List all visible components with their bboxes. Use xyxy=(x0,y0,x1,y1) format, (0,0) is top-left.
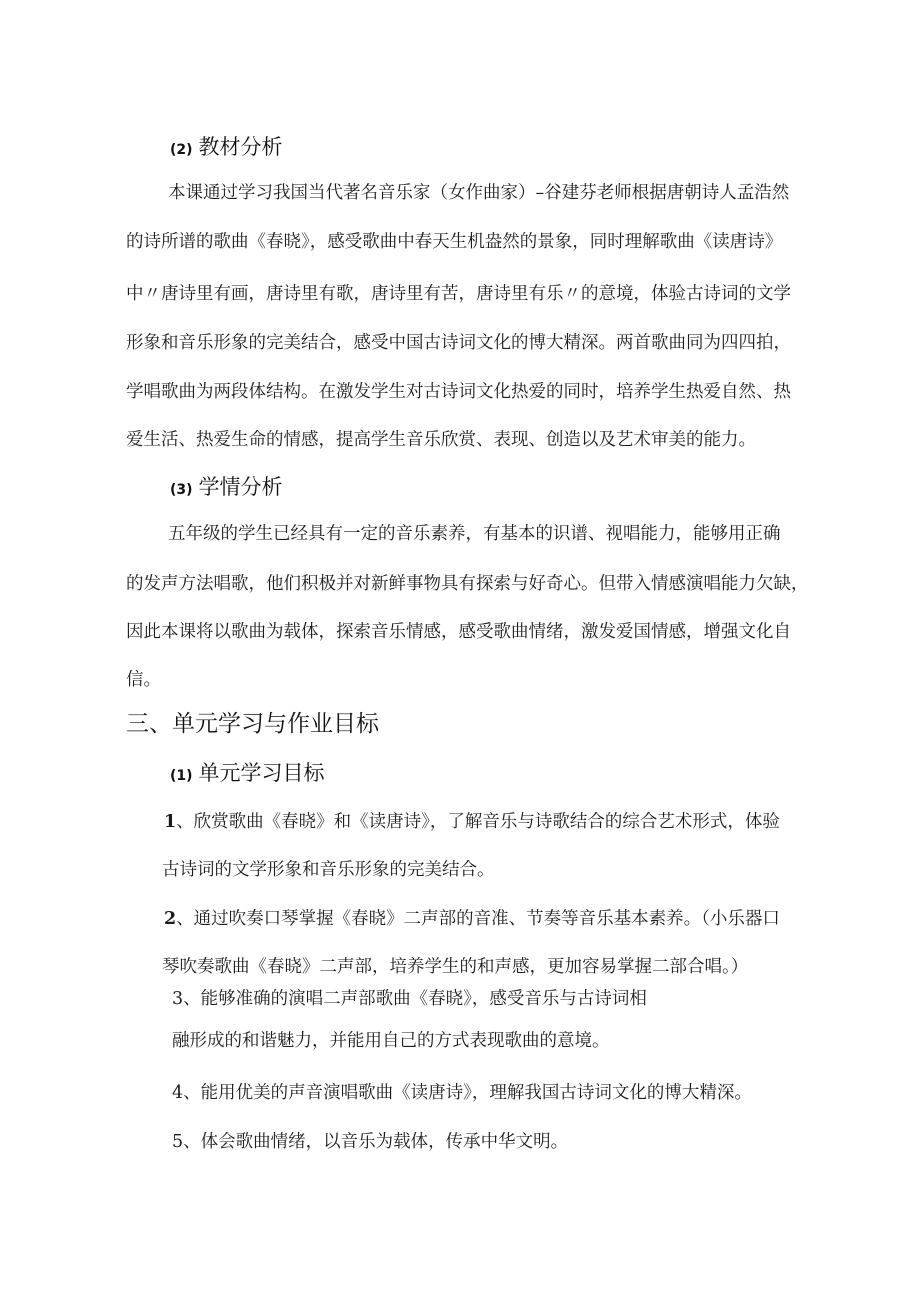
heading-number: (2) xyxy=(170,142,193,158)
paragraph-line: 的诗所谱的歌曲《春晓》，感受歌曲中春天生机盎然的景象，同时理解歌曲《读唐诗》 xyxy=(126,232,783,252)
goal-line: 融形成的和谐魅力，并能用自己的方式表现歌曲的意境。 xyxy=(172,1031,610,1051)
goal-line: 5、体会歌曲情绪，以音乐为载体，传承中华文明。 xyxy=(172,1132,569,1152)
goal-line: 4、能用优美的声音演唱歌曲《读唐诗》，理解我国古诗词文化的博大精深。 xyxy=(172,1083,752,1103)
paragraph-line: 爱生活、热爱生命的情感，提高学生音乐欣赏、表现、创造以及艺术审美的能力。 xyxy=(126,430,756,450)
goal-line: 古诗词的文学形象和音乐形象的完美结合。 xyxy=(162,860,495,880)
goal-line: 琴吹奏歌曲《春晓》二声部，培养学生的和声感，更加容易掌握二部合唱。） xyxy=(162,957,749,977)
heading-number: (3) xyxy=(170,482,193,498)
paragraph-line: 形象和音乐形象的完美结合，感受中国古诗词文化的博大精深。两首歌曲同为四四拍， xyxy=(126,333,791,353)
goal-text: 、欣赏歌曲《春晓》和《读唐诗》，了解音乐与诗歌结合的综合艺术形式，体验 xyxy=(176,812,780,832)
paragraph-line: 信。 xyxy=(126,670,161,690)
paragraph-line: 本课通过学习我国当代著名音乐家（女作曲家）–谷建芬老师根据唐朝诗人孟浩然 xyxy=(168,183,790,203)
goal-line xyxy=(164,809,780,835)
goal-number: 2 xyxy=(164,909,177,929)
goal-text: 、通过吹奏口琴掌握《春晓》二声部的音准、节奏等音乐基本素养。（小乐器口 xyxy=(176,909,780,929)
paragraph-line: 五年级的学生已经具有一定的音乐素养，有基本的识谱、视唱能力，能够用正确 xyxy=(168,524,781,544)
paragraph-line: 的发声方法唱歌，他们积极并对新鲜事物具有探索与好奇心。但带入情感演唱能力欠缺， xyxy=(126,574,809,594)
heading-learning-analysis xyxy=(170,472,283,505)
paragraph-line: 学唱歌曲为两段体结构。在激发学生对古诗词文化热爱的同时，培养学生热爱自然、热 xyxy=(126,382,791,402)
goal-number: 1 xyxy=(164,812,177,832)
goal-line xyxy=(164,906,780,932)
heading-unit-goals xyxy=(170,758,325,791)
section-heading: 三、单元学习与作业目标 xyxy=(126,711,379,737)
heading-textbook-analysis xyxy=(170,132,283,165)
heading-number: (1) xyxy=(170,768,193,784)
heading-title: 教材分析 xyxy=(198,135,283,159)
heading-title: 学情分析 xyxy=(198,475,283,499)
heading-title: 单元学习目标 xyxy=(198,761,325,785)
goal-line: 3、能够准确的演唱二声部歌曲《春晓》，感受音乐与古诗词相 xyxy=(172,989,647,1009)
paragraph-line: 中〃唐诗里有画，唐诗里有歌，唐诗里有苦，唐诗里有乐〃的意境，体验古诗词的文学 xyxy=(126,284,791,304)
paragraph-line: 因此本课将以歌曲为载体，探索音乐情感，感受歌曲情绪，激发爱国情感，增强文化自 xyxy=(126,622,791,642)
